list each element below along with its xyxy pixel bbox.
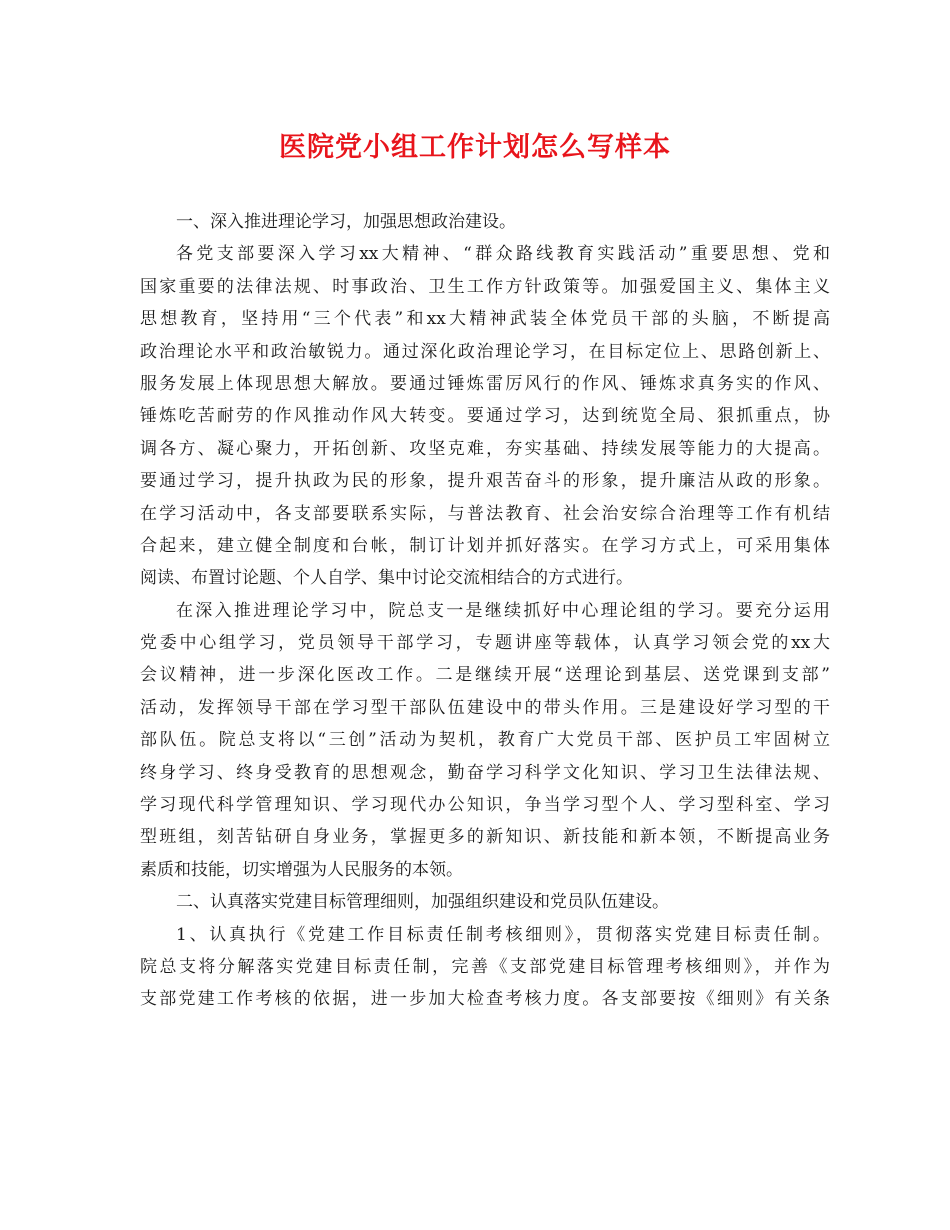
body-line: 活动，发挥领导干部在学习型干部队伍建设中的带头作用。三是建设好学习型的干 [140,697,830,718]
body-line: 二、认真落实党建目标管理细则，加强组织建设和党员队伍建设。 [176,892,669,913]
body-line: 学习现代科学管理知识、学习现代办公知识，争当学习型个人、学习型科室、学习 [140,795,830,816]
body-line: 型班组，刻苦钻研自身业务，掌握更多的新知识、新技能和新本领，不断提高业务 [140,827,830,848]
body-line: 锤炼吃苦耐劳的作风推动作风大转变。要通过学习，达到统览全局、狠抓重点，协 [140,406,830,427]
body-line: 在学习活动中，各支部要联系实际，与普法教育、社会治安综合治理等工作有机结 [140,503,830,524]
body-line: 各党支部要深入学习xx大精神、“群众路线教育实践活动”重要思想、党和 [176,244,830,265]
body-line: 国家重要的法律法规、时事政治、卫生工作方针政策等。加强爱国主义、集体主义 [140,276,830,297]
body-line: 要通过学习，提升执政为民的形象，提升艰苦奋斗的形象，提升廉洁从政的形象。 [140,471,830,492]
body-line: 在深入推进理论学习中，院总支一是继续抓好中心理论组的学习。要充分运用 [176,600,830,621]
body-line: 阅读、布置讨论题、个人自学、集中讨论交流相结合的方式进行。 [140,568,633,589]
body-line: 终身学习、终身受教育的思想观念，勤奋学习科学文化知识、学习卫生法律法规、 [140,762,830,783]
body-line: 一、深入推进理论学习，加强思想政治建设。 [176,212,516,232]
body-line: 院总支将分解落实党建目标责任制，完善《支部党建目标管理考核细则》，并作为 [140,956,830,977]
body-line: 1、认真执行《党建工作目标责任制考核细则》，贯彻落实党建目标责任制。 [176,924,830,945]
body-line: 部队伍。院总支将以“三创”活动为契机，教育广大党员干部、医护员工牢固树立 [140,730,830,751]
body-line: 党委中心组学习，党员领导干部学习，专题讲座等载体，认真学习领会党的xx大 [140,633,830,654]
document-title: 医院党小组工作计划怎么写样本 [279,132,671,163]
body-line: 支部党建工作考核的依据，进一步加大检查考核力度。各支部要按《细则》有关条 [140,989,830,1010]
body-line: 会议精神，进一步深化医改工作。二是继续开展“送理论到基层、送党课到支部” [140,665,830,686]
body-line: 服务发展上体现思想大解放。要通过锤炼雷厉风行的作风、锤炼求真务实的作风、 [140,373,830,394]
body-line: 政治理论水平和政治敏锐力。通过深化政治理论学习，在目标定位上、思路创新上、 [140,341,830,362]
body-line: 思想教育，坚持用“三个代表”和xx大精神武装全体党员干部的头脑，不断提高 [140,309,830,330]
document-body [140,206,830,1016]
body-line: 调各方、凝心聚力，开拓创新、攻坚克难，夯实基础、持续发展等能力的大提高。 [140,438,830,459]
body-line: 合起来，建立健全制度和台帐，制订计划并抓好落实。在学习方式上，可采用集体 [140,535,830,556]
body-line: 素质和技能，切实增强为人民服务的本领。 [140,859,463,880]
